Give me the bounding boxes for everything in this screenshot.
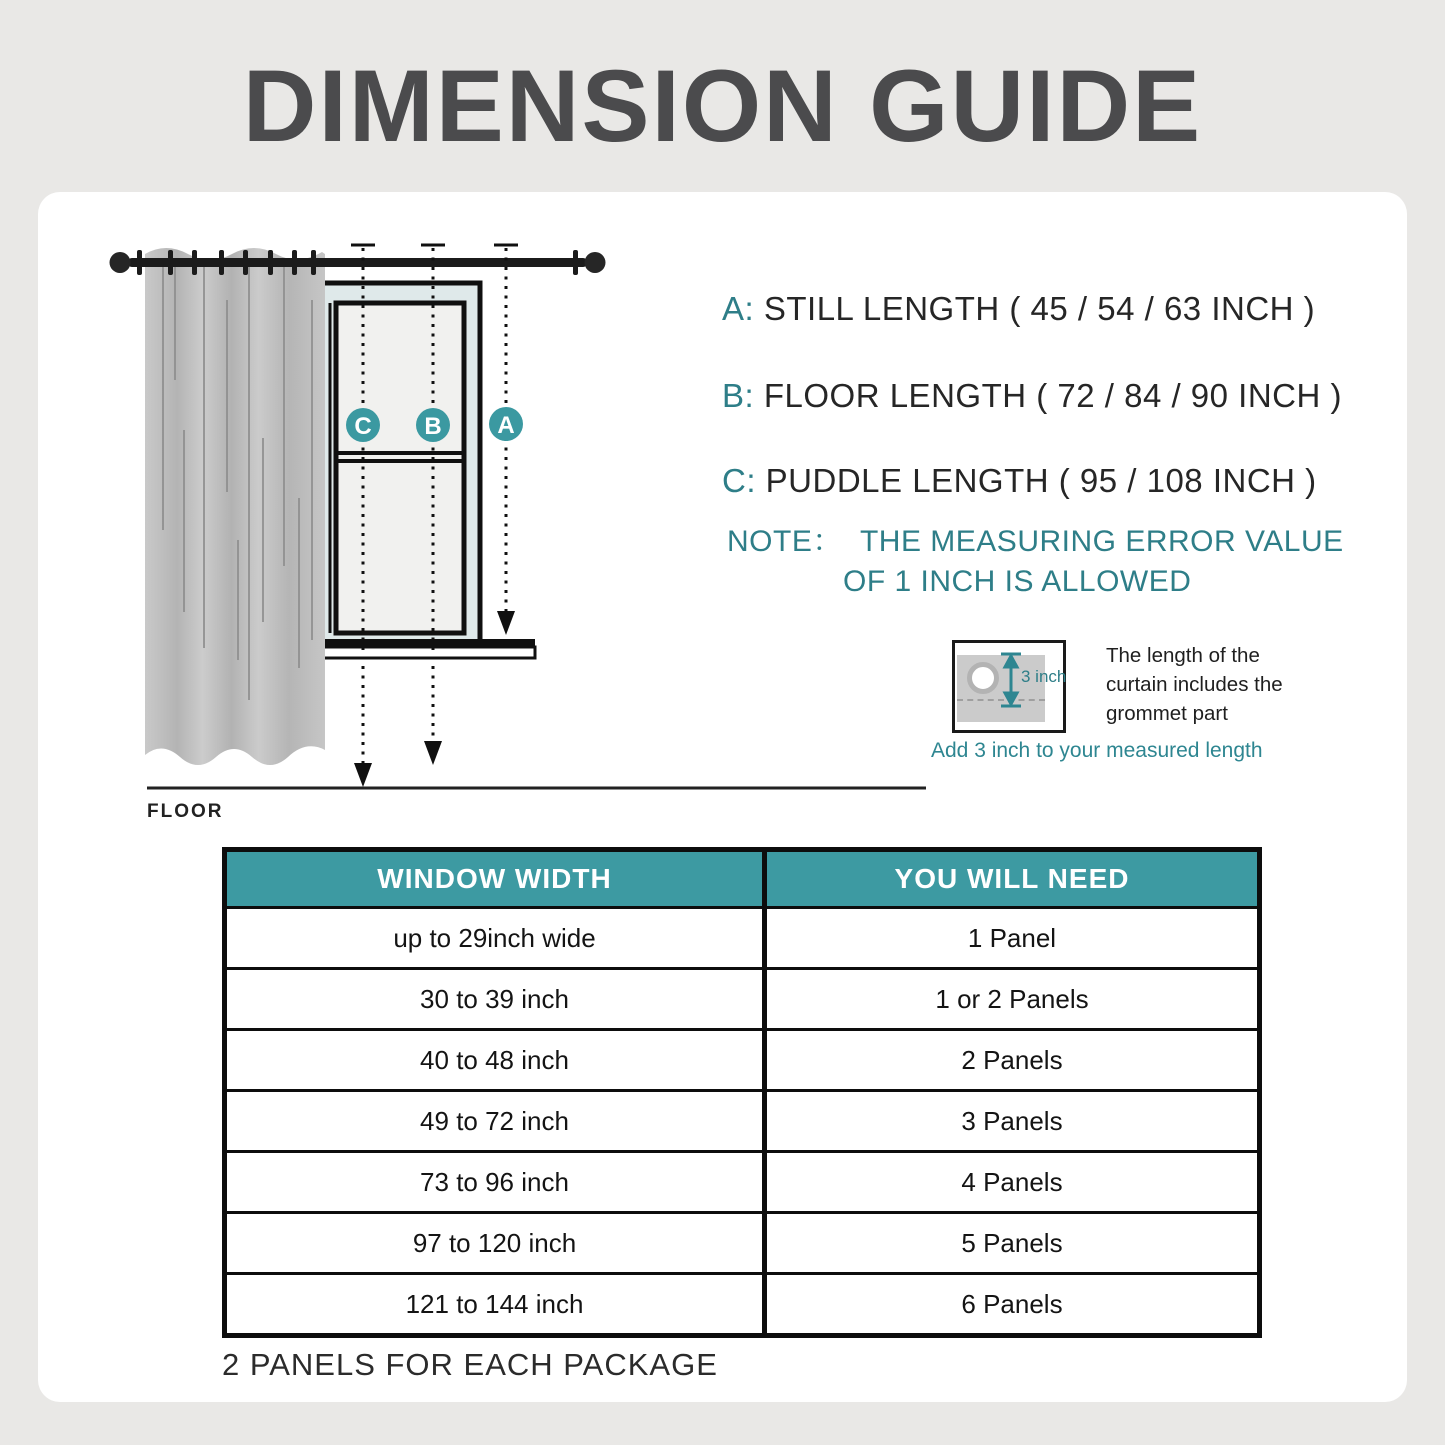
table-cell: 1 Panel — [765, 908, 1260, 969]
spec-key-a: A: — [722, 290, 755, 327]
grommet-hole-icon — [967, 662, 999, 694]
column-header-you-will-need: YOU WILL NEED — [765, 850, 1260, 908]
badge-letter-b: B — [424, 413, 442, 440]
table-cell: 4 Panels — [765, 1152, 1260, 1213]
table-cell: 73 to 96 inch — [225, 1152, 765, 1213]
table-cell: up to 29inch wide — [225, 908, 765, 969]
table-row — [225, 1213, 1260, 1274]
table-row — [225, 908, 1260, 969]
table-cell: 30 to 39 inch — [225, 969, 765, 1030]
table-row — [225, 969, 1260, 1030]
table-cell: 40 to 48 inch — [225, 1030, 765, 1091]
spec-text-a: STILL LENGTH ( 45 / 54 / 63 INCH ) — [754, 290, 1316, 327]
table-cell: 49 to 72 inch — [225, 1091, 765, 1152]
spec-text-c: PUDDLE LENGTH ( 95 / 108 INCH ) — [756, 462, 1317, 499]
rod-finial-left — [110, 252, 131, 273]
table-cell: 6 Panels — [765, 1274, 1260, 1336]
grommet-tip: Add 3 inch to your measured length — [931, 739, 1263, 762]
curtain-panel — [145, 248, 325, 765]
grommet-measure-label: 3 inch — [1021, 667, 1067, 686]
page-title: DIMENSION GUIDE — [242, 49, 1203, 163]
rod-finial-right — [585, 252, 606, 273]
note-line-1: NOTE： THE MEASURING ERROR VALUE — [727, 525, 1344, 558]
floor-label: FLOOR — [147, 801, 224, 822]
table-header-row — [225, 850, 1260, 908]
measure-letter-badges — [346, 407, 523, 442]
spec-text-b: FLOOR LENGTH ( 72 / 84 / 90 INCH ) — [754, 377, 1343, 414]
table-cell: 121 to 144 inch — [225, 1274, 765, 1336]
grommet-description: The length of the curtain includes the grommet part — [1106, 644, 1283, 725]
table-cell: 5 Panels — [765, 1213, 1260, 1274]
grommet-diagram — [952, 640, 1066, 733]
badge-letter-c: C — [354, 413, 372, 440]
column-header-window-width: WINDOW WIDTH — [225, 850, 765, 908]
spec-key-b: B: — [722, 377, 755, 414]
panel-count-table — [222, 847, 1262, 1338]
package-note: 2 PANELS FOR EACH PACKAGE — [222, 1347, 718, 1382]
table-cell: 97 to 120 inch — [225, 1213, 765, 1274]
table-row — [225, 1152, 1260, 1213]
note-line-2: OF 1 INCH IS ALLOWED — [843, 565, 1192, 598]
three-inch-arrow-icon — [999, 652, 1023, 708]
table-cell: 3 Panels — [765, 1091, 1260, 1152]
badge-letter-a: A — [497, 412, 515, 439]
spec-line-c — [722, 462, 1317, 500]
table-row — [225, 1030, 1260, 1091]
spec-line-b — [722, 377, 1342, 415]
window-frame — [313, 283, 535, 658]
table-row — [225, 1091, 1260, 1152]
table-row — [225, 1274, 1260, 1336]
spec-line-a — [722, 290, 1315, 328]
spec-key-c: C: — [722, 462, 756, 499]
table-cell: 1 or 2 Panels — [765, 969, 1260, 1030]
table-cell: 2 Panels — [765, 1030, 1260, 1091]
